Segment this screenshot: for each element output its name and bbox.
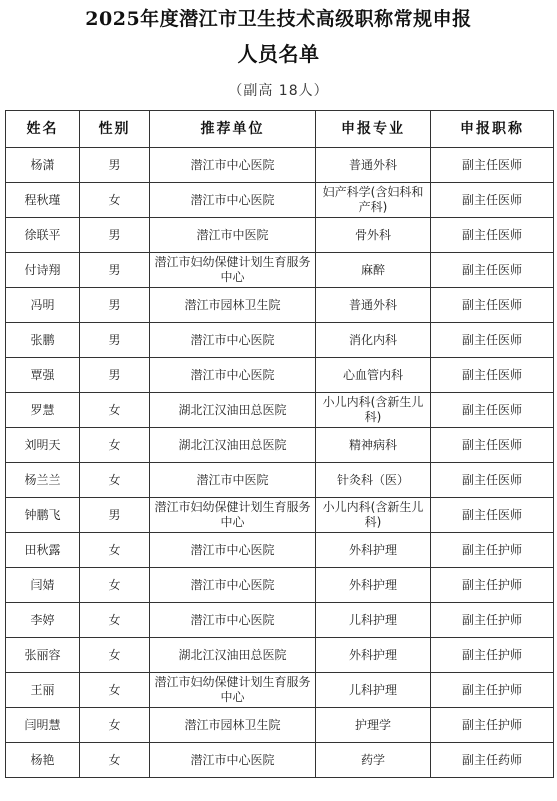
cell-specialty: 普通外科 xyxy=(316,148,431,183)
cell-title: 副主任药师 xyxy=(431,743,554,778)
cell-specialty: 药学 xyxy=(316,743,431,778)
cell-specialty: 针灸科（医） xyxy=(316,463,431,498)
cell-gender: 女 xyxy=(80,568,150,603)
cell-specialty: 心血管内科 xyxy=(316,358,431,393)
cell-gender: 女 xyxy=(80,463,150,498)
cell-specialty: 麻醉 xyxy=(316,253,431,288)
cell-name: 付诗翔 xyxy=(6,253,80,288)
cell-name: 覃强 xyxy=(6,358,80,393)
table-row xyxy=(6,288,554,323)
table-row xyxy=(6,638,554,673)
cell-name: 杨潇 xyxy=(6,148,80,183)
table-row xyxy=(6,358,554,393)
cell-name: 冯明 xyxy=(6,288,80,323)
cell-gender: 女 xyxy=(80,603,150,638)
subtitle: （副高 18人） xyxy=(228,83,329,99)
cell-unit: 潜江市中心医院 xyxy=(150,183,316,218)
table-row xyxy=(6,393,554,428)
cell-gender: 男 xyxy=(80,358,150,393)
table-row xyxy=(6,568,554,603)
table-row xyxy=(6,148,554,183)
cell-title: 副主任医师 xyxy=(431,288,554,323)
cell-specialty: 儿科护理 xyxy=(316,603,431,638)
cell-title: 副主任医师 xyxy=(431,253,554,288)
table-row xyxy=(6,463,554,498)
cell-title: 副主任医师 xyxy=(431,463,554,498)
cell-name: 闫婧 xyxy=(6,568,80,603)
cell-name: 刘明天 xyxy=(6,428,80,463)
cell-specialty: 骨外科 xyxy=(316,218,431,253)
cell-gender: 男 xyxy=(80,253,150,288)
header-unit: 推荐单位 xyxy=(150,111,316,148)
cell-name: 徐联平 xyxy=(6,218,80,253)
cell-unit: 潜江市中医院 xyxy=(150,218,316,253)
cell-specialty: 妇产科学(含妇科和产科) xyxy=(316,183,431,218)
cell-unit: 潜江市中心医院 xyxy=(150,148,316,183)
cell-name: 罗慧 xyxy=(6,393,80,428)
header-gender: 性别 xyxy=(80,111,150,148)
cell-gender: 女 xyxy=(80,183,150,218)
cell-gender: 女 xyxy=(80,638,150,673)
cell-specialty: 儿科护理 xyxy=(316,673,431,708)
cell-title: 副主任护师 xyxy=(431,638,554,673)
cell-gender: 女 xyxy=(80,393,150,428)
cell-name: 张丽容 xyxy=(6,638,80,673)
cell-unit: 潜江市妇幼保健计划生育服务中心 xyxy=(150,498,316,533)
cell-specialty: 外科护理 xyxy=(316,638,431,673)
cell-gender: 女 xyxy=(80,673,150,708)
cell-gender: 男 xyxy=(80,288,150,323)
cell-gender: 男 xyxy=(80,218,150,253)
table-row xyxy=(6,498,554,533)
table-row xyxy=(6,533,554,568)
cell-gender: 女 xyxy=(80,708,150,743)
cell-gender: 男 xyxy=(80,323,150,358)
cell-gender: 男 xyxy=(80,498,150,533)
header-name: 姓名 xyxy=(6,111,80,148)
cell-unit: 潜江市中心医院 xyxy=(150,358,316,393)
table-row xyxy=(6,253,554,288)
cell-unit: 潜江市中心医院 xyxy=(150,743,316,778)
cell-gender: 女 xyxy=(80,428,150,463)
cell-title: 副主任医师 xyxy=(431,393,554,428)
cell-title: 副主任护师 xyxy=(431,533,554,568)
table-row xyxy=(6,218,554,253)
cell-name: 张鹏 xyxy=(6,323,80,358)
cell-name: 程秋瑾 xyxy=(6,183,80,218)
table-body xyxy=(6,148,554,778)
table-row xyxy=(6,708,554,743)
cell-title: 副主任医师 xyxy=(431,323,554,358)
cell-specialty: 小儿内科(含新生儿科) xyxy=(316,393,431,428)
cell-title: 副主任医师 xyxy=(431,498,554,533)
page-title-line2: 人员名单 xyxy=(237,42,320,66)
cell-title: 副主任医师 xyxy=(431,358,554,393)
cell-specialty: 消化内科 xyxy=(316,323,431,358)
cell-specialty: 护理学 xyxy=(316,708,431,743)
cell-unit: 潜江市园林卫生院 xyxy=(150,288,316,323)
cell-unit: 湖北江汉油田总医院 xyxy=(150,428,316,463)
page-title-line1: 2025年度潜江市卫生技术高级职称常规申报 xyxy=(85,8,472,30)
header-title: 申报职称 xyxy=(431,111,554,148)
cell-name: 田秋露 xyxy=(6,533,80,568)
cell-unit: 潜江市园林卫生院 xyxy=(150,708,316,743)
cell-title: 副主任护师 xyxy=(431,603,554,638)
cell-unit: 潜江市妇幼保健计划生育服务中心 xyxy=(150,253,316,288)
table-row xyxy=(6,743,554,778)
cell-unit: 潜江市中医院 xyxy=(150,463,316,498)
cell-unit: 湖北江汉油田总医院 xyxy=(150,393,316,428)
table-header-row xyxy=(6,111,554,148)
table-row xyxy=(6,428,554,463)
cell-unit: 潜江市中心医院 xyxy=(150,568,316,603)
cell-unit: 湖北江汉油田总医院 xyxy=(150,638,316,673)
table-row xyxy=(6,323,554,358)
cell-name: 钟鹏飞 xyxy=(6,498,80,533)
cell-name: 李婷 xyxy=(6,603,80,638)
cell-gender: 男 xyxy=(80,148,150,183)
applicant-table xyxy=(5,110,554,778)
table-row xyxy=(6,603,554,638)
cell-unit: 潜江市中心医院 xyxy=(150,533,316,568)
cell-title: 副主任医师 xyxy=(431,218,554,253)
cell-specialty: 精神病科 xyxy=(316,428,431,463)
cell-specialty: 普通外科 xyxy=(316,288,431,323)
cell-specialty: 小儿内科(含新生儿科) xyxy=(316,498,431,533)
cell-title: 副主任医师 xyxy=(431,428,554,463)
cell-title: 副主任医师 xyxy=(431,148,554,183)
cell-gender: 女 xyxy=(80,743,150,778)
cell-title: 副主任医师 xyxy=(431,183,554,218)
cell-specialty: 外科护理 xyxy=(316,568,431,603)
cell-name: 杨艳 xyxy=(6,743,80,778)
cell-unit: 潜江市中心医院 xyxy=(150,323,316,358)
table-row xyxy=(6,673,554,708)
cell-title: 副主任护师 xyxy=(431,673,554,708)
table-row xyxy=(6,183,554,218)
cell-title: 副主任护师 xyxy=(431,568,554,603)
cell-unit: 潜江市妇幼保健计划生育服务中心 xyxy=(150,673,316,708)
cell-name: 杨兰兰 xyxy=(6,463,80,498)
header-specialty: 申报专业 xyxy=(316,111,431,148)
cell-name: 闫明慧 xyxy=(6,708,80,743)
cell-specialty: 外科护理 xyxy=(316,533,431,568)
cell-gender: 女 xyxy=(80,533,150,568)
cell-title: 副主任护师 xyxy=(431,708,554,743)
cell-unit: 潜江市中心医院 xyxy=(150,603,316,638)
cell-name: 王丽 xyxy=(6,673,80,708)
